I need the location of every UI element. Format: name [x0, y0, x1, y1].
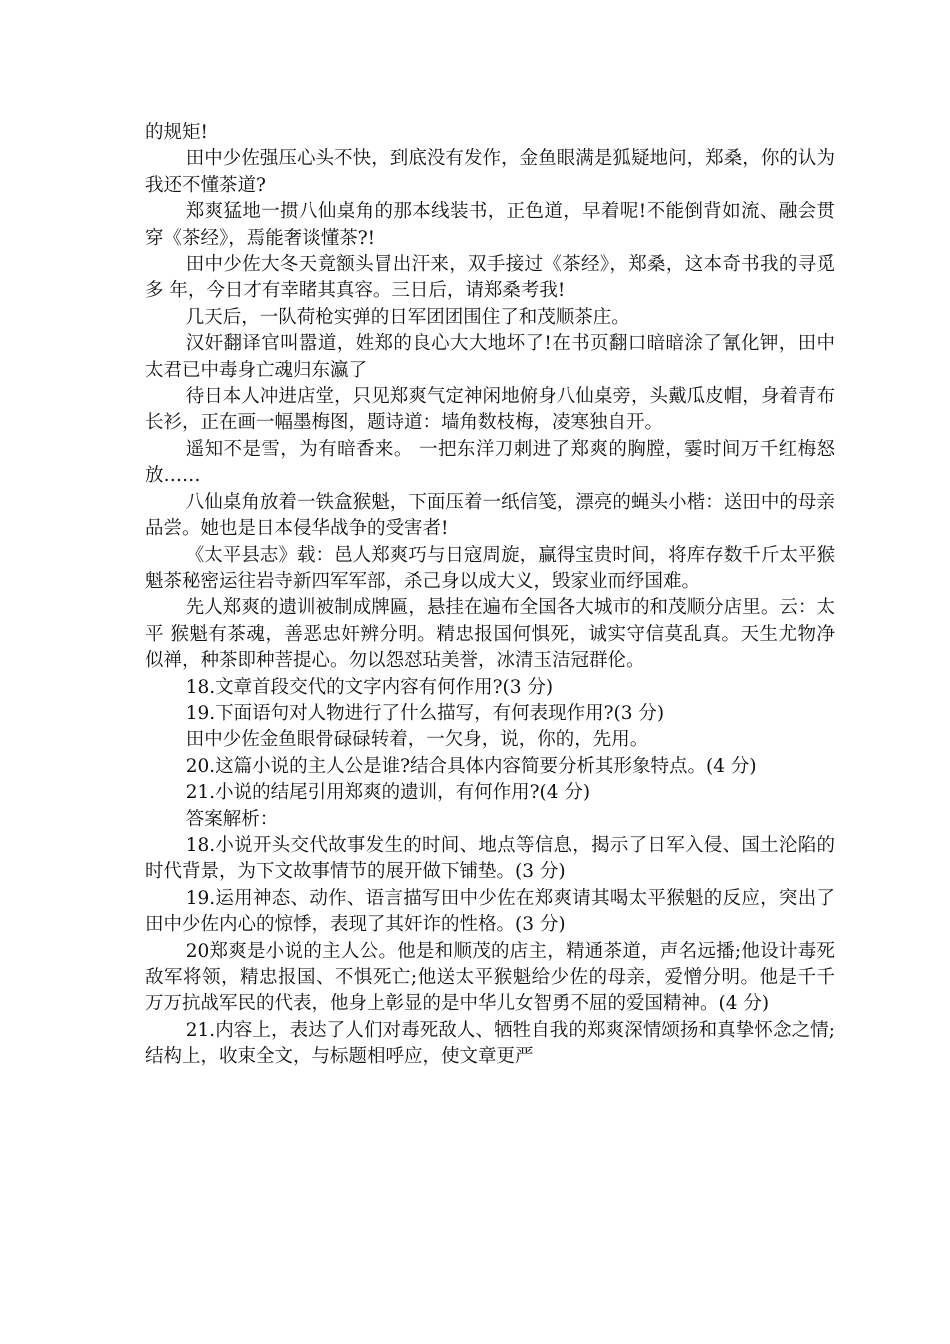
paragraph: 八仙桌角放着一铁盒猴魁，下面压着一纸信笺，漂亮的蝇头小楷：送田中的母亲品尝。她也是日本侵华战争的受害者!	[145, 491, 835, 540]
question-19: 19.下面语句对人物进行了什么描写，有何表现作用?(3 分)	[185, 702, 665, 724]
paragraph: 郑爽猛地一掼八仙桌角的那本线装书，正色道，早着呢!不能倒背如流、融会贯穿《茶经》，焉能奢谈懂茶?!	[145, 201, 835, 249]
question-21: 21.小说的结尾引用郑爽的遗训，有何作用?(4 分)	[185, 782, 591, 804]
paragraph: 待日本人冲进店堂，只见郑爽气定神闲地俯身八仙桌旁，头戴瓜皮帽，身着青布长衫，正在画一幅墨梅图，题诗道：墙角数枝梅，凌寒独自开。	[145, 386, 835, 434]
paragraph: 《太平县志》载：邑人郑爽巧与日寇周旋，赢得宝贵时间，将库存数千斤太平猴魁茶秘密运往岩寺新四军军部，杀己身以成大义，毁家业而纾国难。	[145, 544, 835, 592]
question-20: 20.这篇小说的主人公是谁?结合具体内容简要分析其形象特点。(4 分)	[185, 755, 757, 777]
paragraph: 田中少佐大冬天竟额头冒出汗来，双手接过《茶经》，郑桑，这本奇书我的寻觅多 年，今日才有幸睹其真容。三日后，请郑桑考我!	[145, 254, 835, 302]
answer-heading: 答案解析：	[185, 808, 279, 830]
paragraph: 汉奸翻译官叫嚣道，姓郑的良心大大地坏了!在书页翻口暗暗涂了氰化钾，田中太君已中毒身亡魂归东瀛了	[145, 333, 835, 381]
paragraph: 田中少佐强压心头不快，到底没有发作，金鱼眼满是狐疑地问，郑桑，你的认为我还不懂茶道?	[145, 148, 835, 196]
paragraph-continuation: 的规矩!	[145, 122, 208, 143]
question-19-quote: 田中少佐金鱼眼骨碌碌转着，一欠身，说，你的，先用。	[185, 729, 649, 751]
paragraph: 几天后，一队荷枪实弹的日军团团围住了和茂顺茶庄。	[185, 306, 630, 328]
answer-18: 18.小说开头交代故事发生的时间、地点等信息，揭示了日军入侵、国土沦陷的时代背景，为下文故事情节的展开做下铺垫。(3 分)	[145, 834, 835, 883]
answer-20: 20郑爽是小说的主人公。他是和顺茂的店主，精通茶道，声名远播;他设计毒死敌军将领，精忠报国、不惧死亡;他送太平猴魁给少佐的母亲，爱憎分明。他是千千万万抗战军民的代表，他身上彰显的是中华儿女智勇不屈的爱国精神。(4 分)	[145, 940, 835, 1015]
document-page	[145, 120, 835, 1071]
paragraph: 遥知不是雪，为有暗香来。 一把东洋刀刺进了郑爽的胸膛，霎时间万千红梅怒放……	[145, 438, 835, 487]
question-18: 18.文章首段交代的文字内容有何作用?(3 分)	[185, 676, 554, 698]
paragraph: 先人郑爽的遗训被制成牌匾，悬挂在遍布全国各大城市的和茂顺分店里。云：太平 猴魁有茶魂，善恶忠奸辨分明。精忠报国何惧死，诚实守信莫乱真。天生尤物净似禅，种茶即种菩提心。勿以怨怼玷美誉，冰清玉洁冠群伦。	[145, 597, 835, 672]
answer-21: 21.内容上，表达了人们对毒死敌人、牺牲自我的郑爽深情颂扬和真挚怀念之情;结构上，收束全文，与标题相呼应，使文章更严	[145, 1019, 835, 1068]
answer-19: 19.运用神态、动作、语言描写田中少佐在郑爽请其喝太平猴魁的反应，突出了田中少佐内心的惊悸，表现了其奸诈的性格。(3 分)	[145, 887, 835, 936]
